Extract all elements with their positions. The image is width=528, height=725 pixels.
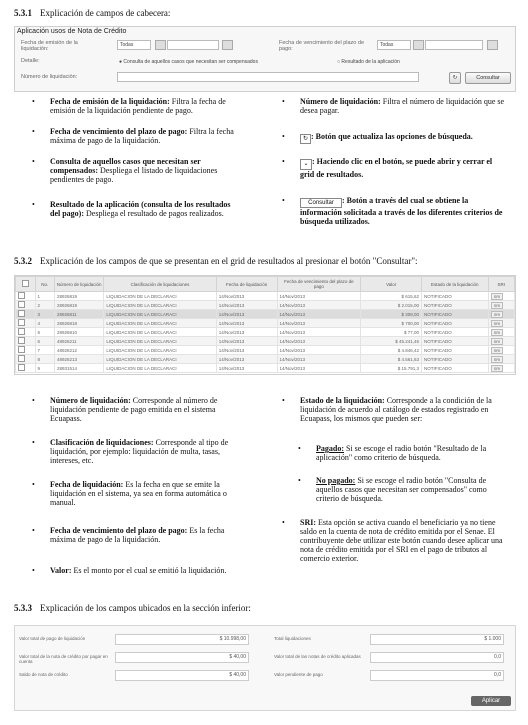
table-cell: 4 (35, 319, 55, 328)
list-item: • No pagado: Si se escoge el radio botón "Consulta de aquellos casos que necesitan ser compensados" como criterio de búsqueda. (298, 476, 487, 503)
table-cell: 14/Nov/2013 (216, 328, 277, 337)
row-checkbox[interactable] (16, 328, 36, 337)
total-value: $ 1.000 (370, 634, 504, 645)
total-value: $ 40,00 (115, 670, 249, 681)
sri-button-label: SRI (491, 347, 504, 354)
list-item: • Resultado de la aplicación (consulta de los resultados del pago): Despliega el resultado de pagos realizados. (32, 200, 231, 218)
table-cell: NOTIFICADO (422, 355, 489, 364)
table-row[interactable] (16, 301, 515, 310)
table-cell: 28926819 (55, 292, 104, 301)
table-row[interactable] (16, 319, 515, 328)
table-cell: 28926811 (55, 310, 104, 319)
table-cell: 28926818 (55, 319, 104, 328)
list-item: • Fecha de vencimiento del plazo de pago: Es la fecha máxima de pago de la liquidación. (32, 526, 225, 544)
table-body (16, 292, 515, 373)
table-cell: 14/Nov/2013 (216, 301, 277, 310)
col-estado: Estado de la liquidación (422, 277, 489, 292)
sri-button[interactable] (488, 301, 514, 310)
sri-button[interactable] (488, 355, 514, 364)
section-number: 5.3.1 (14, 8, 32, 18)
table-cell: $ 308,00 (361, 310, 422, 319)
table-cell: $ 4.846,42 (361, 346, 422, 355)
detalle-label: Detalle: (21, 58, 40, 64)
table-cell: 48926211 (55, 337, 104, 346)
table-cell: NOTIFICADO (422, 310, 489, 319)
results-grid (14, 275, 516, 375)
total-label: Valor total de la nota de crédito por pagar en cuenta (19, 654, 108, 664)
calendar-icon[interactable] (222, 40, 233, 50)
table-cell: 14/Nov/2013 (277, 337, 361, 346)
table-cell: LIQUIDACION DE LA DECLARACI (104, 355, 216, 364)
list-item: • Fecha de emisión de la liquidación: Filtra la fecha de emisión de la liquidación pendiente de pago. (32, 97, 226, 115)
total-row (270, 670, 515, 680)
row-checkbox[interactable] (16, 364, 36, 373)
sri-button[interactable] (488, 292, 514, 301)
table-cell: NOTIFICADO (422, 337, 489, 346)
radio-consulta[interactable]: ● Consulta de aquellos casos que necesitan ser compensados (119, 59, 258, 65)
section-title: Explicación de los campos de que se presentan en el grid de resultados al presionar el botón "Consultar": (40, 256, 418, 266)
total-label: Saldo de nota de crédito (19, 672, 68, 677)
sri-button-label: SRI (491, 293, 504, 300)
calendar-icon[interactable] (413, 40, 424, 50)
section-heading-533 (14, 603, 251, 613)
table-row[interactable] (16, 328, 515, 337)
list-item: • Clasificación de liquidaciones: Corresponde al tipo de liquidación, por ejemplo: liquidación de multa, tasas, intereses, etc. (32, 438, 229, 465)
table-cell: LIQUIDACION DE LA DECLARACI (104, 319, 216, 328)
table-cell: 28926819 (55, 301, 104, 310)
table-cell: LIQUIDACION DE LA DECLARACI (104, 328, 216, 337)
refresh-button[interactable] (449, 72, 461, 84)
venc-label: Fecha de vencimiento del plazo de pago: (279, 40, 364, 52)
consultar-button[interactable]: Consultar (465, 72, 511, 84)
total-row (15, 652, 265, 662)
table-cell: 14/Nov/2013 (216, 292, 277, 301)
table-cell: 3 (35, 310, 55, 319)
table-row[interactable] (16, 292, 515, 301)
table-row[interactable] (16, 337, 515, 346)
list-item: • Número de liquidación: Corresponde al número de liquidación pendiente de pago emitida en el sistema Ecuapass. (32, 396, 218, 423)
emision-label: Fecha de emisión de la liquidación: (21, 40, 78, 52)
table-cell: 28931514 (55, 364, 104, 373)
form-row-liquidacion (17, 71, 513, 83)
total-row (15, 670, 265, 680)
table-cell: 14/Nov/2013 (277, 364, 361, 373)
table-cell: $ 700,00 (361, 319, 422, 328)
sri-button[interactable] (488, 328, 514, 337)
table-cell: $ 15.791,3 (361, 364, 422, 373)
table-cell: LIQUIDACION DE LA DECLARACI (104, 337, 216, 346)
table-cell: 14/Nov/2013 (277, 319, 361, 328)
liq-label: Número de liquidación: (21, 74, 78, 80)
table-cell: 14/Nov/2013 (216, 364, 277, 373)
table-cell: LIQUIDACION DE LA DECLARACI (104, 292, 216, 301)
refresh-icon: ↻ (300, 134, 311, 144)
list-item: • Fecha de liquidación: Es la fecha en que se emite la liquidación en el sistema, ya sea en forma automática o manual. (32, 480, 227, 507)
table-cell: 48926212 (55, 346, 104, 355)
section-title: Explicación de campos de cabecera: (40, 8, 171, 18)
calendar-icon[interactable] (155, 40, 166, 50)
total-row (270, 634, 515, 644)
table-cell: NOTIFICADO (422, 292, 489, 301)
radio-consulta-label: Consulta de aquellos casos que necesitan ser compensados (123, 59, 258, 65)
sri-button-label: SRI (491, 320, 504, 327)
col-numero: Número de liquidación (55, 277, 104, 292)
list-item: • ↻ : Botón que actualiza las opciones de búsqueda. (282, 132, 473, 142)
total-value: 0,0 (370, 652, 504, 663)
form-title: Aplicación usos de Nota de Crédito (17, 28, 127, 35)
liquidacion-input[interactable] (117, 72, 419, 82)
sri-button-label: SRI (491, 356, 504, 363)
table-cell: 14/Nov/2013 (216, 319, 277, 328)
table-cell: LIQUIDACION DE LA DECLARACI (104, 301, 216, 310)
radio-resultado-label: Resultado de la aplicación (341, 59, 400, 65)
total-label: Valor total de pago de liquidación (19, 636, 86, 641)
list-item: • Consultar : Botón a través del cual se obtiene la información solicitada a través de los diferentes criterios de búsqueda utilizados. (282, 196, 503, 226)
sri-button-label: SRI (491, 365, 504, 372)
table-cell: $ 2.015,00 (361, 301, 422, 310)
table-cell: 14/Nov/2013 (216, 346, 277, 355)
results-table (15, 276, 515, 373)
form-row-detalle (17, 58, 513, 70)
total-label: Total liquidaciones (274, 636, 311, 641)
table-cell: 48926213 (55, 355, 104, 364)
chevron-down-icon: ⌄ (300, 159, 312, 170)
table-cell: NOTIFICADO (422, 301, 489, 310)
row-checkbox[interactable] (16, 301, 36, 310)
table-cell: 14/Nov/2013 (277, 346, 361, 355)
list-item: • Consulta de aquellos casos que necesitan ser compensados: Despliega el listado de liquidaciones pendientes de pago. (32, 157, 218, 184)
list-item: • SRI: Esta opción se activa cuando el beneficiario ya no tiene saldo en la cuenta de nota de crédito emitida por el Senae. El contribuyente debe utilizar este botón cuando desee aplicar una nota de crédito emitida por el SRI en el pago de tributos al comercio exterior. (282, 518, 503, 563)
venc-select[interactable]: Todas (377, 40, 411, 50)
table-cell: 14/Nov/2013 (216, 337, 277, 346)
refresh-icon: ↻ (452, 75, 458, 81)
table-row[interactable] (16, 346, 515, 355)
table-cell: NOTIFICADO (422, 319, 489, 328)
total-label: Valor total de las notas de crédito aplicadas (274, 654, 361, 659)
emision-date-input[interactable] (167, 40, 219, 50)
col-clasificacion: Clasificación de liquidaciones (104, 277, 216, 292)
list-item: • Fecha de vencimiento del plazo de pago: Filtra la fecha máxima de pago de la liquidación. (32, 127, 234, 145)
form-row-dates (17, 40, 513, 52)
sri-button[interactable] (488, 319, 514, 328)
table-cell: 28926810 (55, 328, 104, 337)
row-checkbox[interactable] (16, 337, 36, 346)
section-number: 5.3.3 (14, 603, 32, 613)
table-cell: NOTIFICADO (422, 328, 489, 337)
table-row[interactable] (16, 364, 515, 373)
venc-date-input[interactable] (425, 40, 483, 50)
table-cell: $ 45.241,46 (361, 337, 422, 346)
total-value: 0,0 (370, 670, 504, 681)
table-cell: 14/Nov/2013 (277, 292, 361, 301)
select-all-checkbox[interactable] (16, 277, 36, 292)
table-row[interactable] (16, 355, 515, 364)
sri-button[interactable] (488, 310, 514, 319)
sri-button-label: SRI (491, 338, 504, 345)
sri-button[interactable] (488, 364, 514, 373)
sri-button-label: SRI (491, 329, 504, 336)
section-heading-531 (14, 8, 170, 18)
total-row (15, 634, 265, 644)
total-value: $ 40,00 (115, 652, 249, 663)
search-form-screenshot (14, 26, 516, 92)
section-title: Explicación de los campos ubicados en la sección inferior: (40, 603, 251, 613)
col-valor: Valor (361, 277, 422, 292)
col-sri: SRI (488, 277, 514, 292)
col-fecha: Fecha de liquidación (216, 277, 277, 292)
sri-button-label: SRI (491, 302, 504, 309)
sri-button[interactable] (488, 337, 514, 346)
table-cell: LIQUIDACION DE LA DECLARACI (104, 346, 216, 355)
table-cell: LIQUIDACION DE LA DECLARACI (104, 364, 216, 373)
table-cell: 1 (35, 292, 55, 301)
calendar-icon[interactable] (487, 40, 498, 50)
table-cell: 7 (35, 346, 55, 355)
table-cell: 14/Nov/2013 (216, 355, 277, 364)
total-row (270, 652, 515, 662)
table-cell: $ 4.561,63 (361, 355, 422, 364)
col-no: No. (35, 277, 55, 292)
sri-button[interactable] (488, 346, 514, 355)
row-checkbox[interactable] (16, 346, 36, 355)
aplicar-button[interactable]: Aplicar (471, 696, 511, 706)
table-cell: 14/Nov/2013 (277, 355, 361, 364)
list-item: • Número de liquidación: Filtra el número de liquidación que se desea pagar. (282, 97, 505, 115)
table-cell: 14/Nov/2013 (277, 310, 361, 319)
table-header-row (16, 277, 515, 292)
consultar-icon: Consultar (300, 198, 342, 208)
table-cell: NOTIFICADO (422, 364, 489, 373)
section-heading-532 (14, 256, 418, 266)
table-cell: 2 (35, 301, 55, 310)
sri-button-label: SRI (491, 311, 504, 318)
table-cell: 8 (35, 355, 55, 364)
list-item: • Valor: Es el monto por el cual se emitió la liquidación. (32, 566, 227, 575)
emision-select[interactable]: Todas (117, 40, 151, 50)
table-cell: $ 615,62 (361, 292, 422, 301)
list-item: • Pagado: Si se escoge el radio botón "Resultado de la aplicación" como criterio de búsqueda. (298, 444, 487, 462)
table-cell: $ 77,00 (361, 328, 422, 337)
table-cell: 6 (35, 337, 55, 346)
row-checkbox[interactable] (16, 310, 36, 319)
table-cell: 5 (35, 328, 55, 337)
row-checkbox[interactable] (16, 319, 36, 328)
table-cell: 14/Nov/2013 (277, 328, 361, 337)
table-cell: 14/Nov/2013 (216, 310, 277, 319)
table-cell: NOTIFICADO (422, 346, 489, 355)
totals-panel (14, 625, 516, 711)
table-cell: LIQUIDACION DE LA DECLARACI (104, 310, 216, 319)
section-number: 5.3.2 (14, 256, 32, 266)
total-value: $ 10.998,00 (115, 634, 249, 645)
table-row[interactable] (16, 310, 515, 319)
col-vencimiento: Fecha de vencimiento del plazo de pago (277, 277, 361, 292)
total-label: Valor pendiente de pago (274, 672, 323, 677)
row-checkbox[interactable] (16, 292, 36, 301)
list-item: • ⌄ : Haciendo clic en el botón, se puede abrir y cerrar el grid de resultados. (282, 157, 493, 179)
table-cell: 14/Nov/2013 (277, 301, 361, 310)
table-cell: 9 (35, 364, 55, 373)
list-item: • Estado de la liquidación: Corresponde a la condición de la liquidación de acuerdo al catálogo de estados registrado en Ecuapass, los mismos que pueden ser: (282, 396, 492, 423)
radio-resultado[interactable]: ○ Resultado de la aplicación (337, 59, 400, 65)
row-checkbox[interactable] (16, 355, 36, 364)
